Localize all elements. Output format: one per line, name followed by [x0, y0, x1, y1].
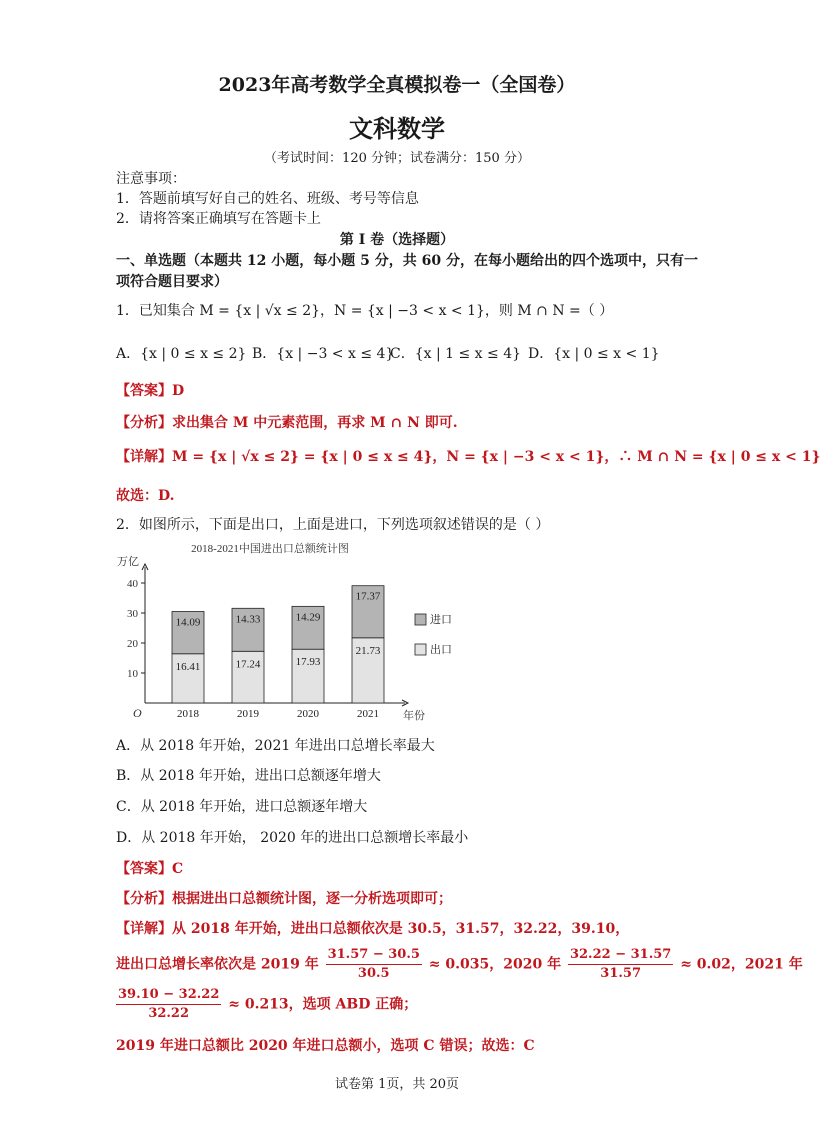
q1-option-d: D．{x | 0 ≤ x < 1}: [528, 346, 660, 362]
q2-detail-line4: 2019 年进口总额比 2020 年进口总额小，选项 C 错误；故选：C: [116, 1038, 535, 1054]
q2-detail-line2: [116, 946, 803, 983]
data-label-export: 17.24: [235, 658, 261, 671]
y-tick-label: 20: [127, 638, 138, 650]
fraction-2021-num: 39.10 − 32.22: [116, 986, 221, 1005]
exam-info: （考试时间：120 分钟；试卷满分：150 分）: [264, 151, 530, 166]
q2-detail-line1: 【详解】从 2018 年开始，进出口总额依次是 30.5，31.57，32.22，39.10，: [116, 921, 630, 937]
growth-rate-prefix: 进出口总增长率依次是 2019 年: [116, 956, 319, 973]
notes-heading: 注意事项：: [116, 171, 186, 187]
q2-option-a: A．从 2018 年开始，2021 年进出口总增长率最大: [116, 738, 435, 754]
subject-title: 文科数学: [349, 114, 445, 143]
fraction-2019: [326, 946, 422, 983]
chart-layer: [127, 564, 452, 720]
fraction-2019-num: 31.57 − 30.5: [326, 946, 422, 965]
q2-option-c: C．从 2018 年开始，进口总额逐年增大: [116, 799, 368, 815]
trade-chart: [105, 537, 452, 727]
fraction-2020-num: 32.22 − 31.57: [568, 946, 673, 965]
q2-option-d: D．从 2018 年开始， 2020 年的进出口总额增长率最小: [116, 830, 469, 846]
fraction-2021-value: ≈ 0.213，选项 ABD 正确；: [228, 996, 418, 1013]
x-tick-label: 2019: [237, 708, 259, 720]
q2-analysis: 【分析】根据进出口总额统计图，逐一分析选项即可；: [116, 891, 452, 907]
data-label-import: 17.37: [355, 590, 381, 603]
q2-stem: 2．如图所示，下面是出口，上面是进口，下列选项叙述错误的是（ ）: [116, 517, 550, 533]
chart-title: 2018-2021中国进出口总额统计图: [191, 543, 349, 555]
volume-title: 第 I 卷（选择题）: [339, 232, 455, 248]
data-label-import: 14.09: [175, 616, 201, 629]
note-item-2: 2．请将答案正确填写在答题卡上: [116, 211, 321, 227]
origin-label: O: [133, 706, 142, 720]
note-item-1: 1．答题前填写好自己的姓名、班级、考号等信息: [116, 191, 419, 207]
q1-answer: 【答案】D: [116, 383, 185, 399]
q1-conclusion: 故选：D.: [116, 488, 175, 504]
y-axis-label: 万亿: [117, 556, 139, 568]
q2-detail-line3: [116, 986, 417, 1023]
fraction-2020-den: 31.57: [600, 966, 641, 981]
y-tick-label: 40: [127, 578, 138, 590]
paper-title: 2023年高考数学全真模拟卷一（全国卷）: [218, 74, 576, 96]
y-tick-label: 10: [127, 668, 138, 680]
data-label-export: 17.93: [295, 656, 321, 669]
q2-answer: 【答案】C: [116, 861, 184, 877]
section-heading-line1: 一、单选题（本题共 12 小题，每小题 5 分，共 60 分，在每小题给出的四个选项中，只有一: [116, 253, 698, 269]
q1-stem: 1．已知集合 M = {x | √x ≤ 2}，N = {x | −3 < x < 1}，则 M ∩ N =（ ）: [116, 303, 614, 319]
legend-label-export: 出口: [430, 644, 452, 656]
fraction-2020: [568, 946, 673, 983]
data-label-import: 14.29: [295, 611, 321, 624]
x-tick-label: 2018: [177, 708, 199, 720]
q1-option-c: C．{x | 1 ≤ x ≤ 4}: [390, 346, 522, 362]
q1-option-a: A．{x | 0 ≤ x ≤ 2}: [116, 346, 247, 362]
fraction-2019-den: 30.5: [357, 966, 390, 981]
q1-analysis: 【分析】求出集合 M 中元素范围，再求 M ∩ N 即可.: [116, 415, 458, 431]
legend-label-import: 进口: [430, 614, 452, 626]
x-axis-label: 年份: [403, 710, 425, 722]
fraction-2021-den: 32.22: [148, 1006, 190, 1021]
q1-option-b: B．{x | −3 < x ≤ 4}: [252, 346, 395, 362]
x-tick-label: 2020: [297, 708, 319, 720]
section-heading-line2: 项符合题目要求）: [116, 274, 228, 290]
data-label-import: 14.33: [235, 613, 261, 626]
legend-swatch-import: [415, 614, 426, 625]
legend-swatch-export: [415, 644, 426, 655]
x-tick-label: 2021: [357, 708, 379, 720]
y-tick-label: 30: [127, 608, 138, 620]
q2-option-b: B．从 2018 年开始，进出口总额逐年增大: [116, 768, 381, 784]
data-label-export: 21.73: [355, 644, 381, 657]
q1-detail: 【详解】M = {x | √x ≤ 2} = {x | 0 ≤ x ≤ 4}，N = {x | −3 < x < 1}，∴ M ∩ N = {x | 0 ≤ x < 1}: [116, 449, 820, 465]
fraction-2019-value: ≈ 0.035，2020 年: [428, 956, 562, 973]
fraction-2021: [116, 986, 221, 1023]
page-footer: 试卷第 1页，共 20页: [334, 1077, 460, 1092]
data-label-export: 16.41: [175, 660, 201, 673]
fraction-2020-value: ≈ 0.02，2021 年: [680, 956, 803, 973]
